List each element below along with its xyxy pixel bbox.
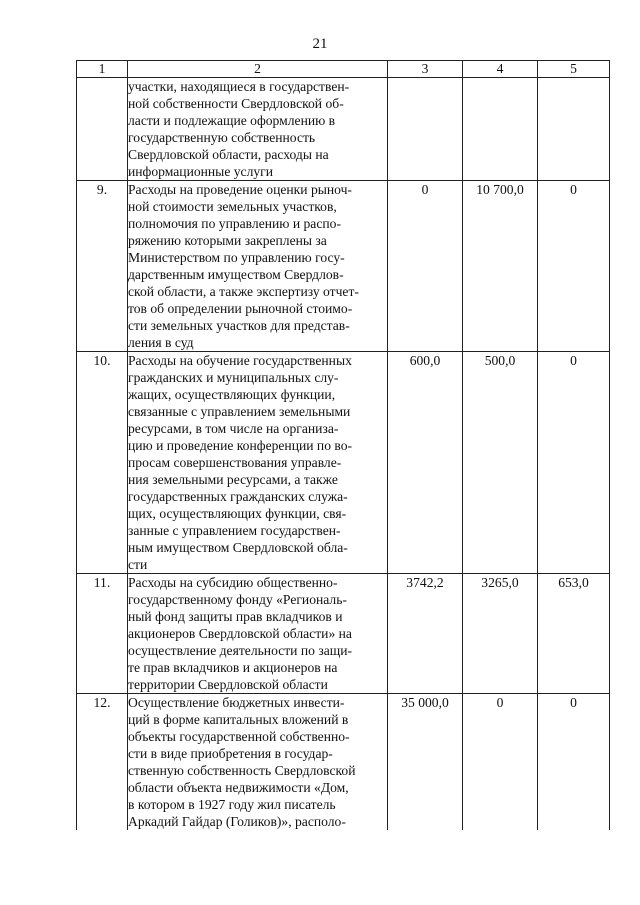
description-line: сти: [128, 557, 148, 572]
row-number: 12.: [77, 694, 128, 831]
description-line: те прав вкладчиков и акционеров на: [128, 660, 338, 675]
description-line: государственных гражданских служа-: [128, 489, 348, 504]
description-line: участки, находящиеся в государствен-: [128, 79, 350, 94]
description-line: ным имуществом Свердловской обла-: [128, 540, 348, 555]
amount-column-5: [538, 78, 610, 181]
budget-table: [76, 60, 610, 830]
column-header-5: 5: [538, 61, 610, 78]
description-line: ласти и подлежащие оформлению в: [128, 113, 336, 128]
column-header-2: 2: [128, 61, 388, 78]
row-description: [128, 352, 388, 574]
description-line: объекты государственной собственно-: [128, 729, 350, 744]
amount-column-5: 0: [538, 181, 610, 352]
description-line: государственную собственность: [128, 130, 316, 145]
table-row: [77, 181, 610, 352]
row-number: [77, 78, 128, 181]
description-line: ния земельными ресурсами, а также: [128, 472, 338, 487]
amount-column-4: [463, 78, 538, 181]
amount-column-5: 0: [538, 694, 610, 831]
description-line: Расходы на обучение государственных: [128, 353, 352, 368]
description-line: ресурсами, в том числе на организа-: [128, 421, 339, 436]
amount-column-3: 600,0: [388, 352, 463, 574]
description-line: сти земельных участков для представ-: [128, 318, 350, 333]
row-number: 10.: [77, 352, 128, 574]
amount-column-4: 10 700,0: [463, 181, 538, 352]
description-line: связанные с управлением земельными: [128, 404, 351, 419]
description-line: области объекта недвижимости «Дом,: [128, 780, 349, 795]
description-line: дарственным имуществом Свердлов-: [128, 267, 344, 282]
description-line: ления в суд: [128, 335, 194, 350]
description-line: ной стоимости земельных участков,: [128, 199, 337, 214]
amount-column-5: 0: [538, 352, 610, 574]
description-line: Свердловской области, расходы на: [128, 147, 329, 162]
description-line: ряжению которыми закреплены за: [128, 233, 327, 248]
row-description: [128, 574, 388, 694]
description-line: просам совершенствования управле-: [128, 455, 342, 470]
description-line: Министерством по управлению госу-: [128, 250, 345, 265]
row-number: 9.: [77, 181, 128, 352]
amount-column-3: 3742,2: [388, 574, 463, 694]
description-line: сти в виде приобретения в государ-: [128, 746, 333, 761]
row-description: [128, 694, 388, 831]
amount-column-4: 3265,0: [463, 574, 538, 694]
amount-column-4: 500,0: [463, 352, 538, 574]
description-line: ный фонд защиты прав вкладчиков и: [128, 609, 343, 624]
amount-column-3: 35 000,0: [388, 694, 463, 831]
amount-column-3: 0: [388, 181, 463, 352]
description-line: Расходы на проведение оценки рыноч-: [128, 182, 352, 197]
column-header-1: 1: [77, 61, 128, 78]
description-line: ственную собственность Свердловской: [128, 763, 356, 778]
table-row: [77, 78, 610, 181]
column-header-3: 3: [388, 61, 463, 78]
description-line: информационные услуги: [128, 164, 274, 179]
amount-column-5: 653,0: [538, 574, 610, 694]
description-line: гражданских и муниципальных слу-: [128, 370, 339, 385]
description-line: территории Свердловской области: [128, 677, 328, 692]
description-line: акционеров Свердловской области» на: [128, 626, 352, 641]
description-line: щих, осуществляющих функции, свя-: [128, 506, 347, 521]
description-line: полномочия по управлению и распо-: [128, 216, 341, 231]
description-line: государственному фонду «Региональ-: [128, 592, 347, 607]
row-description: [128, 78, 388, 181]
description-line: в котором в 1927 году жил писатель: [128, 797, 336, 812]
row-number: 11.: [77, 574, 128, 694]
table-row: [77, 574, 610, 694]
description-line: цию и проведение конференции по во-: [128, 438, 353, 453]
description-line: жащих, осуществляющих функции,: [128, 387, 336, 402]
description-line: ций в форме капитальных вложений в: [128, 712, 349, 727]
description-line: ской области, а также экспертизу отчет-: [128, 284, 359, 299]
table-row: [77, 352, 610, 574]
table-header-row: [77, 61, 610, 78]
table-row: [77, 694, 610, 831]
description-line: Аркадий Гайдар (Голиков)», располо-: [128, 814, 346, 829]
table-body: [77, 61, 610, 831]
description-line: Расходы на субсидию общественно-: [128, 575, 338, 590]
description-line: Осуществление бюджетных инвести-: [128, 695, 345, 710]
description-line: занные с управлением государствен-: [128, 523, 341, 538]
amount-column-4: 0: [463, 694, 538, 831]
row-description: [128, 181, 388, 352]
description-line: осуществление деятельности по защи-: [128, 643, 352, 658]
amount-column-3: [388, 78, 463, 181]
page-number: 21: [312, 36, 328, 52]
description-line: ной собственности Свердловской об-: [128, 96, 344, 111]
column-header-4: 4: [463, 61, 538, 78]
description-line: тов об определении рыночной стоимо-: [128, 301, 353, 316]
